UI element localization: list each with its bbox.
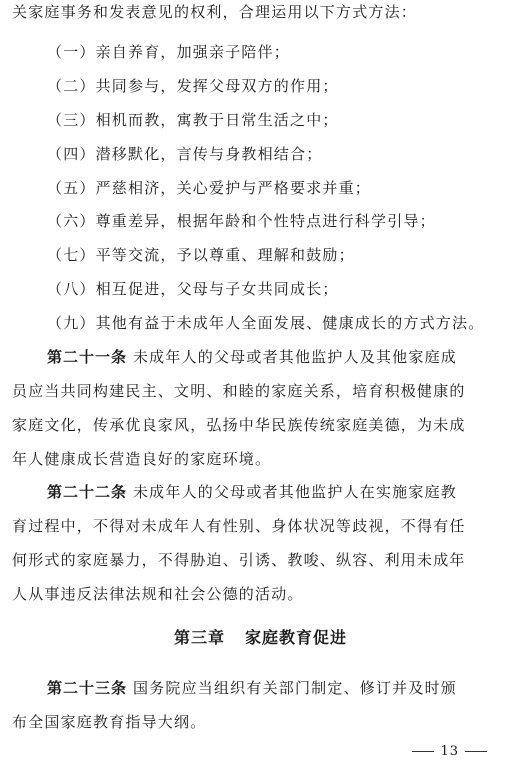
article-22-text-4: 人从事违反法律法规和社会公德的活动。 bbox=[12, 585, 304, 603]
page-number bbox=[406, 744, 493, 760]
page-number-value: 13 bbox=[440, 744, 459, 759]
article-21-text-1: 未成年人的父母或者其他监护人及其他家庭成 bbox=[132, 348, 457, 366]
article-21-text-2: 员应当共同构建民主、文明、和睦的家庭关系，培育积极健康的 bbox=[12, 382, 466, 400]
method-item-5: （五）严慈相济，关心爱护与严格要求并重； bbox=[47, 179, 372, 197]
chapter-number: 第三章 bbox=[173, 628, 225, 647]
article-22-number: 第二十二条 bbox=[47, 483, 128, 501]
article-23-number: 第二十三条 bbox=[47, 679, 128, 697]
chapter-heading bbox=[0, 627, 521, 649]
article-22-text-1: 未成年人的父母或者其他监护人在实施家庭教 bbox=[132, 483, 457, 501]
article-23-text-1: 国务院应当组织有关部门制定、修订并及时颁 bbox=[132, 679, 457, 697]
article-21-first-line bbox=[47, 347, 511, 367]
article-23-first-line bbox=[47, 678, 511, 698]
method-item-3: （三）相机而教，寓教于日常生活之中； bbox=[47, 111, 339, 129]
intro-line: 关家庭事务和发表意见的权利，合理运用以下方式方法： bbox=[12, 3, 418, 21]
article-22-first-line bbox=[47, 482, 511, 502]
article-22-text-3: 何形式的家庭暴力，不得胁迫、引诱、教唆、纵容、利用未成年 bbox=[12, 551, 466, 569]
article-22-text-2: 育过程中，不得对未成年人有性别、身体状况等歧视，不得有任 bbox=[12, 517, 466, 535]
method-item-2: （二）共同参与，发挥父母双方的作用； bbox=[47, 77, 339, 95]
method-item-7: （七）平等交流，予以尊重、理解和鼓励； bbox=[47, 246, 355, 264]
method-item-9: （九）其他有益于未成年人全面发展、健康成长的方式方法。 bbox=[47, 314, 485, 332]
chapter-title: 家庭教育促进 bbox=[245, 628, 348, 647]
article-21-number: 第二十一条 bbox=[47, 348, 128, 366]
article-21-text-4: 年人健康成长营造良好的家庭环境。 bbox=[12, 450, 272, 468]
method-item-6: （六）尊重差异，根据年龄和个性特点进行科学引导； bbox=[47, 212, 436, 230]
method-item-1: （一）亲自养育，加强亲子陪伴； bbox=[47, 43, 291, 61]
method-item-8: （八）相互促进，父母与子女共同成长； bbox=[47, 280, 339, 298]
page-number-dash-left bbox=[412, 751, 434, 752]
page-number-dash-right bbox=[465, 751, 487, 752]
article-21-text-3: 家庭文化，传承优良家风，弘扬中华民族传统家庭美德，为未成 bbox=[12, 416, 466, 434]
method-item-4: （四）潜移默化，言传与身教相结合； bbox=[47, 145, 323, 163]
article-23-text-2: 布全国家庭教育指导大纲。 bbox=[12, 713, 207, 731]
